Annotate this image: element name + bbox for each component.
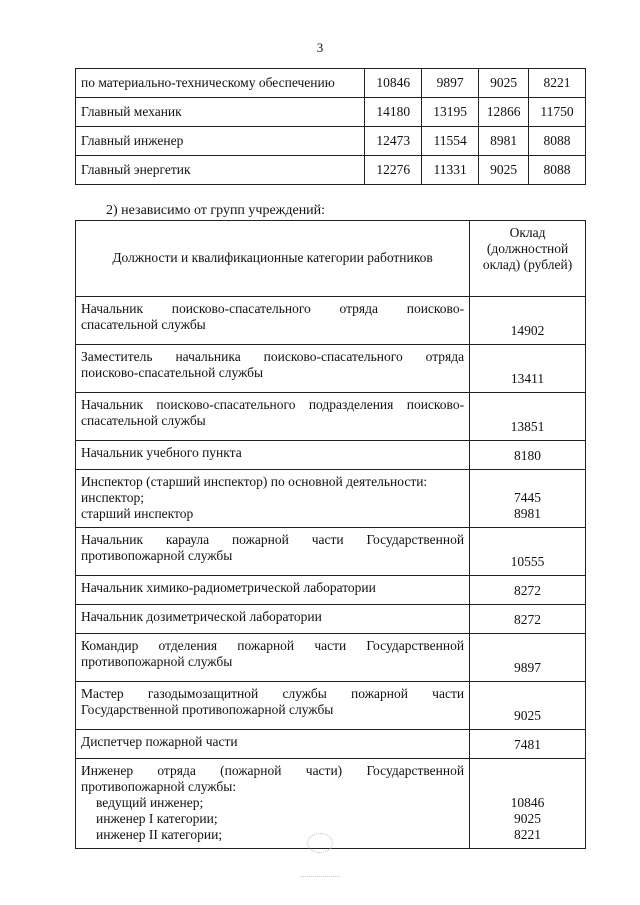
table-row (76, 345, 586, 393)
table-row (76, 98, 586, 127)
position-cell: Главный инженер (76, 127, 365, 156)
table-row (76, 634, 586, 682)
position-cell: Главный энергетик (76, 156, 365, 185)
table-row (76, 759, 586, 849)
salary-cell: 11331 (422, 156, 479, 185)
salary-cell (470, 470, 586, 528)
position-cell: Начальник караула пожарной части Государственной противопожарной службы (76, 528, 470, 576)
salary-cell: 8272 (470, 576, 586, 605)
salary-header-line: оклад) (рублей) (482, 257, 573, 272)
salary-cell: 14902 (470, 297, 586, 345)
position-cell: Заместитель начальника поисково-спасательного отряда поисково-спасательной службы (76, 345, 470, 393)
position-cell: Мастер газодымозащитной службы пожарной части Государственной противопожарной службы (76, 682, 470, 730)
salary-cell: 8981 (479, 127, 529, 156)
salary-cell: 8180 (470, 441, 586, 470)
position-cell: Начальник учебного пункта (76, 441, 470, 470)
table-row (76, 576, 586, 605)
salary-cell: 12473 (365, 127, 422, 156)
salary-cell: 11750 (529, 98, 586, 127)
salary-subvalue: 8221 (514, 827, 542, 842)
salary-header (470, 221, 586, 297)
position-cell (76, 759, 470, 849)
salary-cell: 14180 (365, 98, 422, 127)
table-row (76, 297, 586, 345)
table-row (76, 470, 586, 528)
salary-table-continued (75, 68, 586, 185)
salary-subvalue: 9025 (514, 811, 542, 826)
salary-cell: 10846 (365, 69, 422, 98)
position-cell: Начальник дозиметрической лаборатории (76, 605, 470, 634)
salary-cell: 7481 (470, 730, 586, 759)
salary-subvalue: 8981 (514, 506, 542, 521)
salary-cell: 9897 (470, 634, 586, 682)
salary-cell: 13411 (470, 345, 586, 393)
table-row (76, 127, 586, 156)
position-subitem: инспектор; (81, 490, 145, 505)
salary-cell: 8221 (529, 69, 586, 98)
salary-header-line: (должностной (486, 241, 569, 256)
table-row (76, 69, 586, 98)
salary-cell: 9025 (470, 682, 586, 730)
table-row (76, 393, 586, 441)
salary-subvalue: 10846 (510, 795, 545, 810)
page-number: 3 (316, 40, 324, 55)
position-cell: Диспетчер пожарной части (76, 730, 470, 759)
salary-cell: 11554 (422, 127, 479, 156)
position-cell: Командир отделения пожарной части Государственной противопожарной службы (76, 634, 470, 682)
position-subitem: инженер I категории; (96, 811, 218, 826)
positions-header: Должности и квалификационные категории работников (76, 221, 470, 297)
table-row (76, 682, 586, 730)
table-row (76, 730, 586, 759)
footer-divider (300, 876, 340, 877)
position-subitem: инженер II категории; (96, 827, 223, 842)
salary-cell: 12866 (479, 98, 529, 127)
stamp-mark (307, 833, 333, 853)
position-cell: Начальник поисково-спасательного отряда поисково-спасательной службы (76, 297, 470, 345)
salary-subvalue: 7445 (514, 490, 542, 505)
salary-cell: 13195 (422, 98, 479, 127)
table-row (76, 156, 586, 185)
section-intro: 2) независимо от групп учреждений: (106, 203, 326, 218)
salary-cell: 12276 (365, 156, 422, 185)
salary-cell: 8088 (529, 127, 586, 156)
salary-cell: 9897 (422, 69, 479, 98)
table-row (76, 528, 586, 576)
position-subitem: старший инспектор (81, 506, 194, 521)
salary-header-line: Оклад (509, 225, 546, 240)
position-cell: Главный механик (76, 98, 365, 127)
salary-cell: 8088 (529, 156, 586, 185)
position-cell: Начальник химико-радиометрической лаборатории (76, 576, 470, 605)
salary-table-independent (75, 220, 586, 849)
table-header-row (76, 221, 586, 297)
salary-cell (470, 759, 586, 849)
salary-cell: 13851 (470, 393, 586, 441)
salary-cell: 9025 (479, 69, 529, 98)
salary-cell: 10555 (470, 528, 586, 576)
position-cell: Начальник поисково-спасательного подразделения поисково-спасательной службы (76, 393, 470, 441)
table-row (76, 605, 586, 634)
position-subitem: ведущий инженер; (96, 795, 204, 810)
position-group-title: Инспектор (старший инспектор) по основной деятельности: (81, 474, 428, 489)
position-group-title: Инженер отряда (пожарной части) Государственной противопожарной службы: (81, 763, 465, 794)
salary-cell: 9025 (479, 156, 529, 185)
table-row (76, 441, 586, 470)
position-cell: по материально-техническому обеспечению (76, 69, 365, 98)
position-cell (76, 470, 470, 528)
salary-cell: 8272 (470, 605, 586, 634)
